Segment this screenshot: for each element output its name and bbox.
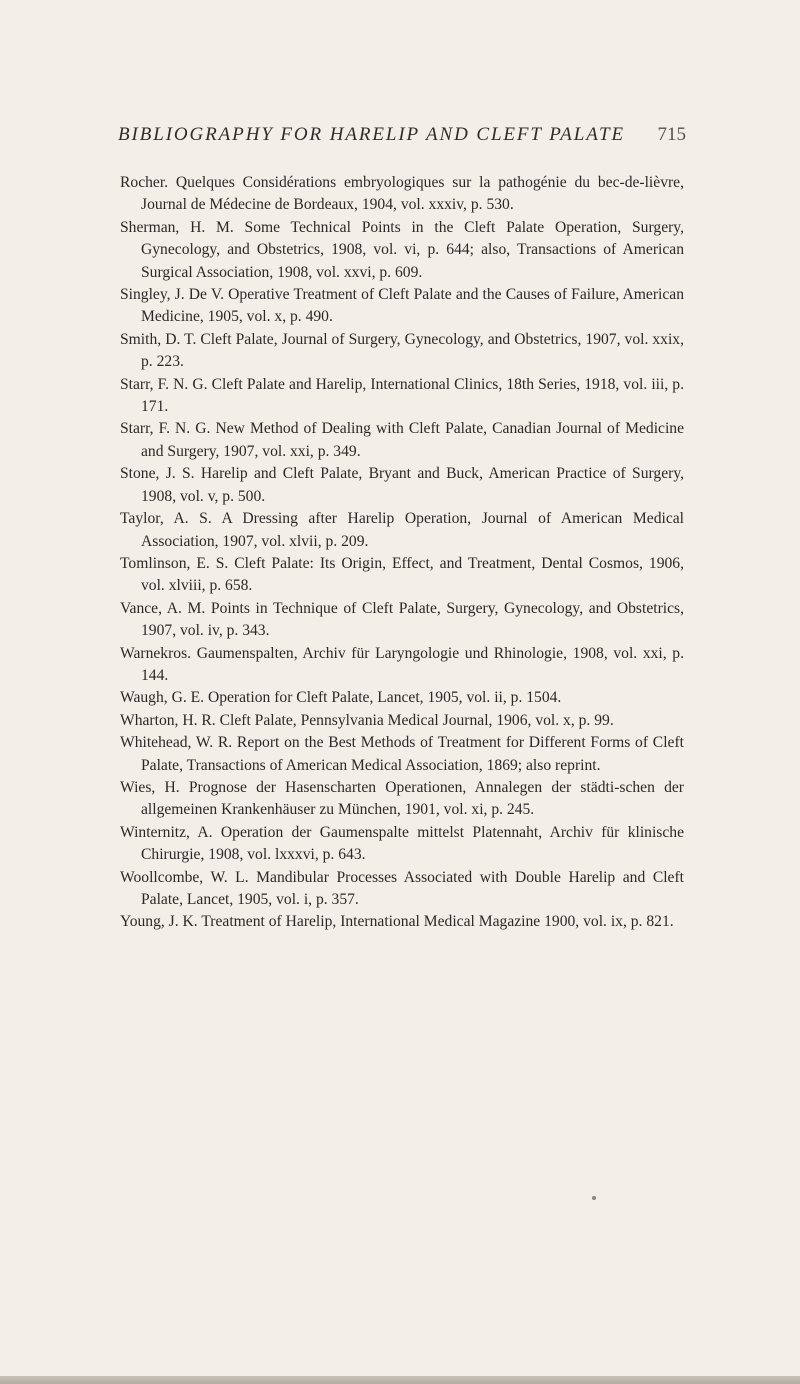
page-bottom-edge	[0, 1376, 800, 1384]
ink-speck	[592, 1196, 596, 1200]
bibliography-entry: Taylor, A. S. A Dressing after Harelip Operation, Journal of American Medical Association, 1907, vol. xlvii, p. 209.	[120, 510, 684, 550]
bibliography-entry: Waugh, G. E. Operation for Cleft Palate, Lancet, 1905, vol. ii, p. 1504.	[120, 689, 562, 707]
bibliography-entry: Young, J. K. Treatment of Harelip, International Medical Magazine 1900, vol. ix, p. 821.	[120, 913, 674, 931]
page-header	[118, 124, 686, 154]
bibliography-entry: Smith, D. T. Cleft Palate, Journal of Surgery, Gynecology, and Obstetrics, 1907, vol. xxix, p. 223.	[120, 330, 684, 371]
bibliography-entry: Tomlinson, E. S. Cleft Palate: Its Origin, Effect, and Treatment, Dental Cosmos, 1906, vol. xlviii, p. 658.	[120, 554, 684, 595]
bibliography-entry: Singley, J. De V. Operative Treatment of Cleft Palate and the Causes of Failure, American Medicine, 1905, vol. x, p. 490.	[120, 286, 684, 326]
bibliography-entry: Rocher. Quelques Considérations embryologiques sur la pathogénie du bec-de-lièvre, Journal de Médecine de Bordeaux, 1904, vol. xxxiv, p. 530.	[120, 174, 684, 214]
bibliography-entry: Wies, H. Prognose der Hasenscharten Operationen, Annalegen der städti-schen der allgemeinen Krankenhäuser zu München, 1901, vol. xi, p. 245.	[120, 778, 684, 819]
bibliography-list	[120, 172, 684, 934]
bibliography-entry: Starr, F. N. G. New Method of Dealing with Cleft Palate, Canadian Journal of Medicine and Surgery, 1907, vol. xxi, p. 349.	[120, 420, 684, 460]
bibliography-entry: Wharton, H. R. Cleft Palate, Pennsylvania Medical Journal, 1906, vol. x, p. 99.	[120, 711, 614, 729]
running-title: BIBLIOGRAPHY FOR HARELIP AND CLEFT PALATE	[118, 124, 625, 145]
bibliography-entry: Whitehead, W. R. Report on the Best Methods of Treatment for Different Forms of Cleft Palate, Transactions of American Medical Association, 1869; also reprint.	[120, 734, 684, 774]
bibliography-entry: Woollcombe, W. L. Mandibular Processes Associated with Double Harelip and Cleft Palate, Lancet, 1905, vol. i, p. 357.	[120, 868, 684, 908]
bibliography-entry: Winternitz, A. Operation der Gaumenspalte mittelst Platennaht, Archiv für klinische Chirurgie, 1908, vol. lxxxvi, p. 643.	[120, 823, 684, 864]
bibliography-entry: Sherman, H. M. Some Technical Points in the Cleft Palate Operation, Surgery, Gynecology, and Obstetrics, 1908, vol. vi, p. 644; also, Transactions of American Surgical Association, 1908, vol. xxvi, p. 609.	[120, 218, 684, 281]
bibliography-entry: Starr, F. N. G. Cleft Palate and Harelip, International Clinics, 18th Series, 1918, vol. iii, p. 171.	[120, 375, 684, 416]
bibliography-entry: Warnekros. Gaumenspalten, Archiv für Laryngologie und Rhinologie, 1908, vol. xxi, p. 144.	[120, 644, 684, 684]
bibliography-entry: Vance, A. M. Points in Technique of Cleft Palate, Surgery, Gynecology, and Obstetrics, 1907, vol. iv, p. 343.	[120, 599, 684, 640]
page-number: 715	[657, 124, 686, 145]
bibliography-entry: Stone, J. S. Harelip and Cleft Palate, Bryant and Buck, American Practice of Surgery, 1908, vol. v, p. 500.	[120, 465, 684, 505]
